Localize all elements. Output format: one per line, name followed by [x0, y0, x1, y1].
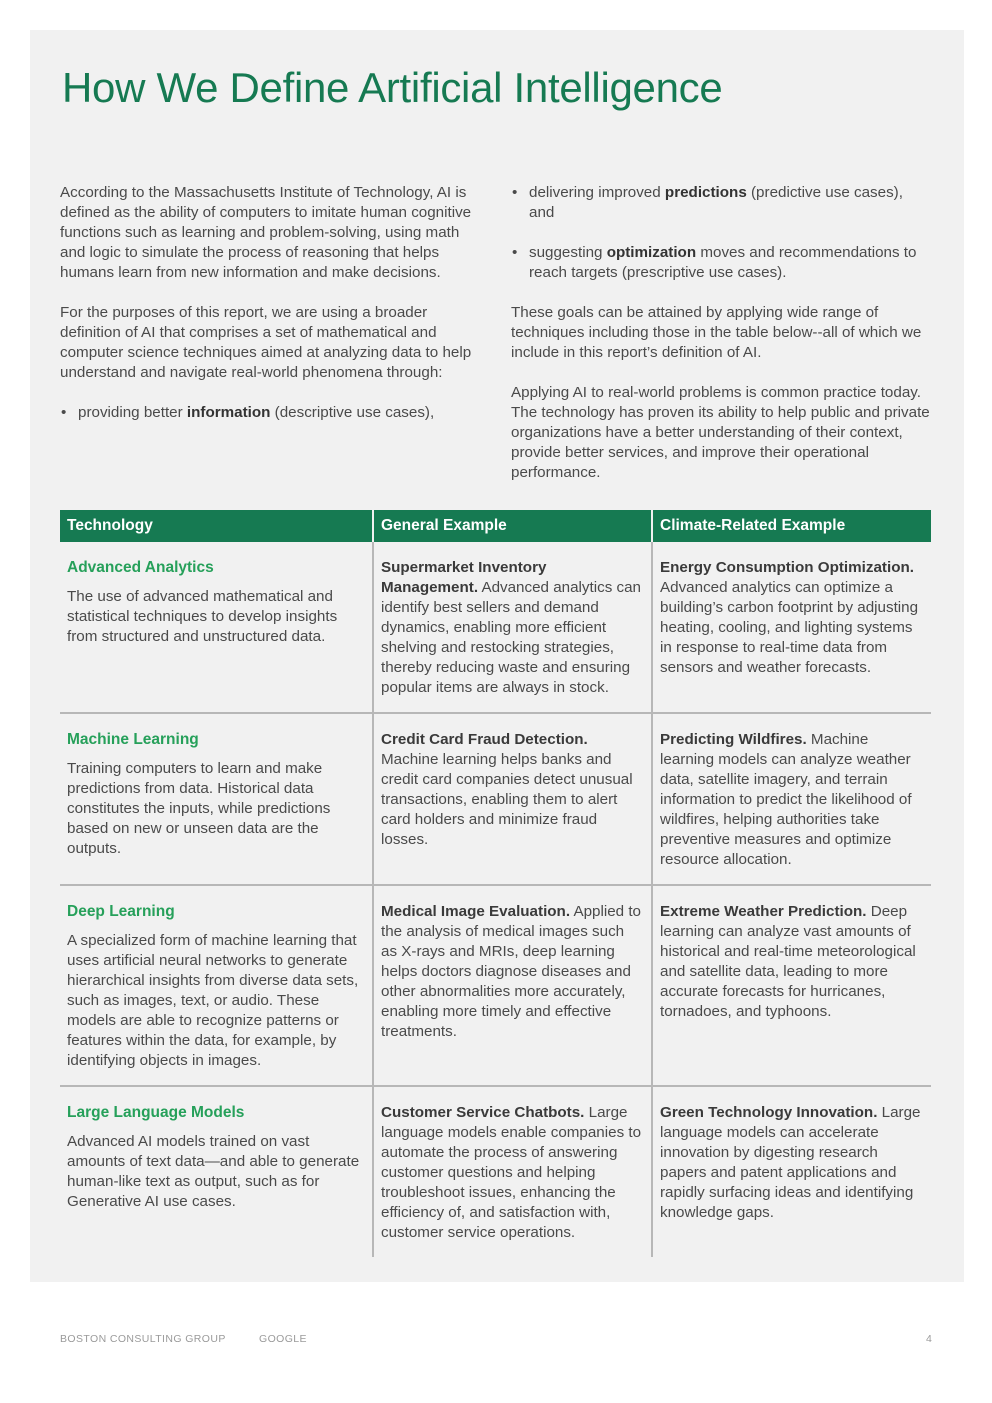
header-general-example: General Example — [373, 510, 652, 542]
technology-cell — [60, 713, 373, 885]
technology-name: Machine Learning — [67, 731, 199, 748]
technology-cell — [60, 885, 373, 1086]
climate-example-cell — [652, 542, 931, 713]
general-example-cell — [373, 1086, 652, 1257]
technology-description: Training computers to learn and make predictions from data. Historical data constitutes the inputs, while predictions based on new or unseen data are the outputs. — [67, 760, 331, 857]
goal-predictions: • delivering improved predictions (predictive use cases), and — [511, 183, 931, 223]
table-row — [60, 542, 931, 713]
technology-description: A specialized form of machine learning that uses artificial neural networks to generate hierarchical insights from diverse data sets, such as images, text, or audio. These models are able to recognize patterns or features within the data, for example, by identifying objects in images. — [67, 932, 359, 1069]
example-title: Extreme Weather Prediction. — [660, 903, 867, 920]
table-header-row — [60, 510, 931, 542]
example-title: Predicting Wildfires. — [660, 731, 807, 748]
table-row — [60, 713, 931, 885]
footer-org-google: GOOGLE — [259, 1333, 307, 1345]
table-row — [60, 885, 931, 1086]
table-row — [60, 1086, 931, 1257]
technology-name: Deep Learning — [67, 903, 175, 920]
example-text: Advanced analytics can identify best sellers and demand dynamics, enabling more efficient shelving and restocking strategies, thereby reducing waste and ensuring popular items are always in stock. — [381, 579, 642, 696]
goal-keyword: optimization — [606, 244, 697, 261]
intro-right-column — [511, 183, 931, 503]
header-climate-example: Climate-Related Example — [652, 510, 931, 542]
general-example-cell — [373, 713, 652, 885]
goal-keyword: information — [186, 404, 271, 421]
intro-paragraph-4: Applying AI to real-world problems is common practice today. The technology has proven its ability to help public and private organizations have a better understanding of their context, provide better services, and improve their operational performance. — [511, 384, 930, 481]
goal-keyword: predictions — [664, 184, 747, 201]
intro-left-column — [60, 183, 475, 443]
footer-org-bcg: BOSTON CONSULTING GROUP — [60, 1333, 226, 1345]
example-title: Credit Card Fraud Detection. — [381, 731, 588, 748]
example-text: Applied to the analysis of medical images such as X-rays and MRIs, deep learning helps doctors diagnose diseases and other abnormalities more accurately, enabling more timely and effective treatments. — [381, 903, 641, 1040]
page-number: 4 — [926, 1333, 933, 1345]
example-text: Large language models can accelerate innovation by digesting research papers and patent applications and rapidly surfacing ideas and identifying knowledge gaps. — [660, 1104, 921, 1221]
example-title: Medical Image Evaluation. — [381, 903, 571, 920]
header-technology: Technology — [60, 510, 373, 542]
example-title: Green Technology Innovation. — [660, 1104, 878, 1121]
technology-cell — [60, 542, 373, 713]
ai-techniques-table — [60, 510, 931, 1257]
example-text: Large language models enable companies to automate the process of answering customer questions and helping troubleshoot issues, enhancing the efficiency of, and satisfaction with, customer service operations. — [381, 1104, 642, 1241]
example-text: Machine learning models can analyze weather data, satellite imagery, and terrain information to predict the likelihood of wildfires, helping authorities take preventive measures and optimize resource allocation. — [660, 731, 912, 868]
goal-information: • providing better information (descriptive use cases), — [60, 403, 475, 423]
intro-paragraph-3: These goals can be attained by applying wide range of techniques including those in the table below--all of which we include in this report’s definition of AI. — [511, 304, 922, 361]
climate-example-cell — [652, 885, 931, 1086]
technology-description: The use of advanced mathematical and statistical techniques to develop insights from structured and unstructured data. — [67, 588, 338, 645]
general-example-cell — [373, 885, 652, 1086]
example-text: Advanced analytics can optimize a building’s carbon footprint by adjusting heating, cooling, and lighting systems in response to real-time data from sensors and weather forecasts. — [660, 579, 919, 676]
example-title: Customer Service Chatbots. — [381, 1104, 585, 1121]
general-example-cell — [373, 542, 652, 713]
goals-list-part-2 — [511, 183, 931, 283]
example-title: Energy Consumption Optimization. — [660, 559, 914, 576]
intro-paragraph-1: According to the Massachusetts Institute of Technology, AI is defined as the ability of computers to imitate human cognitive functions such as learning and problem-solving, using math and logic to simulate the process of reasoning that helps humans learn from new information and make decisions. — [60, 184, 472, 281]
goal-optimization: • suggesting optimization moves and recommendations to reach targets (prescriptive use cases). — [511, 243, 931, 283]
technology-name: Advanced Analytics — [67, 559, 214, 576]
climate-example-cell — [652, 1086, 931, 1257]
goals-list-part-1 — [60, 403, 475, 423]
example-title: Supermarket Inventory Management. — [381, 559, 547, 596]
technology-description: Advanced AI models trained on vast amounts of text data—and able to generate human-like text as output, such as for Generative AI use cases. — [67, 1133, 360, 1210]
page-title: How We Define Artificial Intelligence — [62, 64, 723, 111]
climate-example-cell — [652, 713, 931, 885]
technology-cell — [60, 1086, 373, 1257]
intro-paragraph-2: For the purposes of this report, we are using a broader definition of AI that comprises a set of mathematical and computer science techniques aimed at analyzing data to help understand and navigate real-world phenomena through: — [60, 304, 472, 381]
example-text: Machine learning helps banks and credit card companies detect unusual transactions, enabling them to alert card holders and minimize fraud losses. — [381, 751, 633, 848]
technology-name: Large Language Models — [67, 1104, 245, 1121]
example-text: Deep learning can analyze vast amounts of historical and real-time meteorological and satellite data, leading to more accurate forecasts for hurricanes, tornadoes, and typhoons. — [660, 903, 916, 1020]
